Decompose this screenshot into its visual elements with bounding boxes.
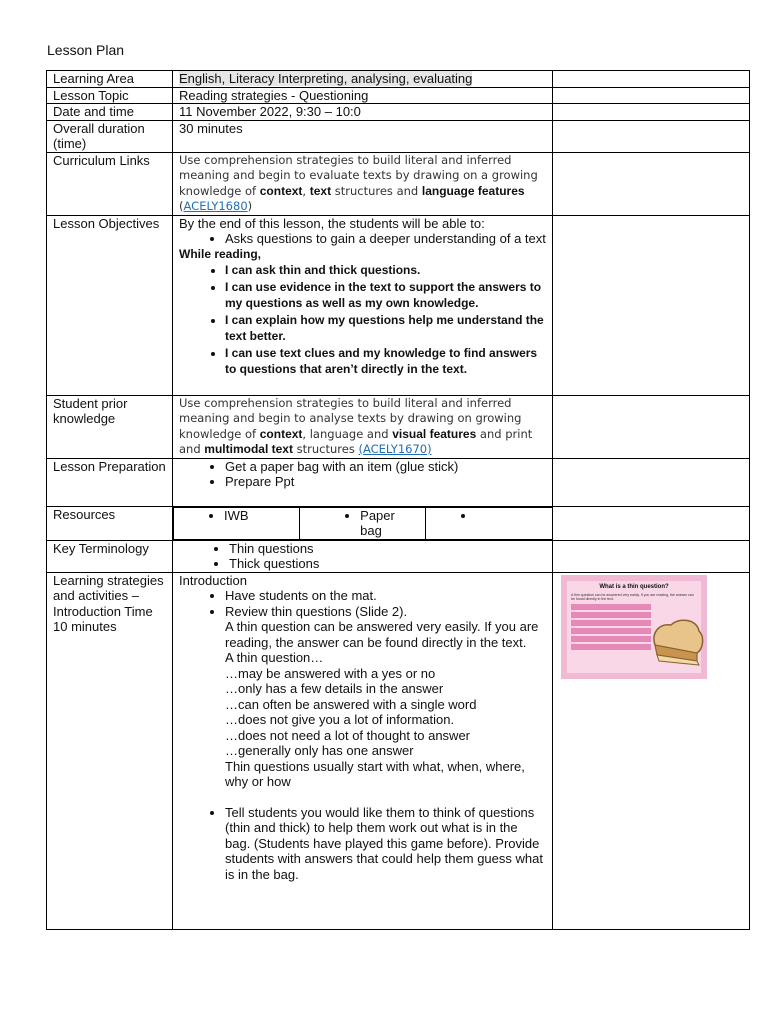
table-row	[47, 572, 750, 929]
list-item	[476, 508, 546, 524]
thin-question-trait: …can often be answered with a single word	[225, 696, 477, 712]
notes-cell	[553, 540, 750, 572]
table-row	[47, 540, 750, 572]
sandwich-icon	[649, 615, 705, 669]
notes-cell	[553, 104, 750, 121]
notes-cell	[553, 87, 750, 104]
label-resources: Resources	[47, 506, 173, 540]
value-learning-area	[173, 71, 553, 88]
slide-review-text: Review thin questions (Slide 2).	[225, 603, 408, 619]
list-item: • Thick questions	[229, 556, 546, 572]
prior-text: , language and	[302, 426, 393, 441]
curriculum-text: )	[247, 199, 253, 213]
table-row	[47, 71, 750, 88]
notes-cell	[553, 215, 750, 395]
label-activities: Learning strategies and activities – Introduction Time 10 minutes	[47, 572, 173, 929]
acely1680-link[interactable]: ACELY1680	[183, 199, 248, 213]
notes-cell	[553, 458, 750, 506]
slide-body-text: A thin question can be answered very easily. If you are reading, the answer can be found directly in the text.	[571, 592, 694, 601]
list-item: • Asks questions to gain a deeper understanding of a text	[225, 231, 546, 247]
list-item: • Have students on the mat.	[225, 588, 546, 604]
curriculum-bold: context	[259, 183, 303, 198]
resources-grid	[173, 507, 552, 540]
curriculum-bold: text	[309, 183, 332, 198]
table-row	[47, 87, 750, 104]
list-item: • I can explain how my questions help me understand the text better.	[225, 312, 546, 345]
label-duration: Overall duration (time)	[47, 120, 173, 152]
resource-cell	[174, 507, 300, 539]
thin-question-trait: …does not give you a lot of information.	[225, 712, 455, 727]
table-row	[47, 506, 750, 540]
label-curriculum: Curriculum Links	[47, 152, 173, 215]
prior-bold: visual features	[392, 426, 477, 441]
list-item: • Get a paper bag with an item (glue stick)	[225, 459, 546, 475]
slide-title: What is a thin question?	[599, 583, 669, 590]
list-item: • Tell students you would like them to think of questions (thin and thick) to help them work out what is in the bag. (Students have played this game before). Provide students with answers that could help them guess what is in the bag.	[225, 805, 546, 883]
notes-cell	[553, 152, 750, 215]
prior-bold: multimodal text	[204, 442, 293, 456]
label-preparation: Lesson Preparation	[47, 458, 173, 506]
list-item: • Prepare Ppt	[225, 474, 546, 490]
prior-text: Use comprehension strategies to build literal and inferred meaning and begin to analyse texts by drawing on growing knowledge of	[179, 395, 522, 441]
value-terminology	[173, 540, 553, 572]
resource-cell	[300, 507, 426, 539]
table-row	[47, 395, 750, 458]
label-date: Date and time	[47, 104, 173, 121]
objectives-intro: By the end of this lesson, the students will be able to:	[179, 215, 485, 231]
notes-cell	[553, 71, 750, 88]
label-topic: Lesson Topic	[47, 87, 173, 104]
value-preparation	[173, 458, 553, 506]
table-row	[47, 120, 750, 152]
slide-bar	[571, 620, 651, 626]
thin-question-lead: A thin question…	[225, 650, 324, 665]
thin-question-definition: A thin question can be answered very easily. If you are reading, the answer can be found directly in the text.	[225, 619, 539, 650]
thin-question-trait: …may be answered with a yes or no	[225, 665, 436, 681]
lesson-plan-table	[46, 70, 750, 930]
objectives-list	[179, 262, 546, 378]
notes-cell	[553, 572, 750, 929]
table-row	[47, 104, 750, 121]
slide-thumbnail	[561, 575, 707, 679]
label-prior-knowledge: Student prior knowledge	[47, 395, 173, 458]
list-item: • Thin questions	[229, 541, 546, 557]
table-row	[47, 458, 750, 506]
value-activities	[173, 572, 553, 929]
curriculum-text: ,	[302, 183, 310, 198]
curriculum-text: structures and	[331, 183, 422, 198]
terminology-list	[179, 541, 546, 572]
activities-list	[179, 588, 546, 882]
thin-question-trait: …generally only has one answer	[225, 743, 414, 758]
learning-area-text: English, Literacy Interpreting, analysing, evaluating	[179, 71, 473, 86]
curriculum-text: (	[179, 199, 184, 213]
slide-bar	[571, 604, 651, 610]
prior-text: structures	[292, 442, 359, 456]
list-item: • IWB	[224, 508, 293, 524]
list-item: • I can use text clues and my knowledge to find answers to questions that aren’t directly in the text.	[225, 345, 546, 378]
document-title: Lesson Plan	[47, 42, 125, 58]
label-objectives: Lesson Objectives	[47, 215, 173, 395]
notes-cell	[553, 395, 750, 458]
slide-bar	[571, 636, 651, 642]
while-reading-heading: While reading,	[179, 246, 262, 261]
value-date: 11 November 2022, 9:30 – 10:0	[173, 104, 553, 121]
list-item: • I can ask thin and thick questions.	[225, 262, 546, 279]
prior-text: and print and	[179, 426, 533, 456]
table-row	[47, 215, 750, 395]
acely1670-link[interactable]: (ACELY1670)	[358, 442, 432, 456]
value-objectives	[173, 215, 553, 395]
curriculum-bold: language features	[421, 183, 525, 198]
value-duration: 30 minutes	[173, 120, 553, 152]
preparation-list	[179, 459, 546, 490]
label-terminology: Key Terminology	[47, 540, 173, 572]
curriculum-text: Use comprehension strategies to build literal and inferred meaning and begin to evaluate texts by drawing on a growing knowledge of	[179, 152, 538, 198]
list-item: • I can use evidence in the text to support the answers to my questions as well as my own knowledge.	[225, 279, 546, 312]
value-topic: Reading strategies - Questioning	[173, 87, 553, 104]
value-prior-knowledge	[173, 395, 553, 458]
prior-bold: context	[259, 426, 303, 441]
notes-cell	[553, 506, 750, 540]
activities-heading: Introduction	[179, 572, 247, 588]
objectives-main-list	[179, 231, 546, 247]
slide-bar	[571, 644, 651, 650]
list-item	[225, 604, 546, 805]
value-resources	[173, 506, 553, 540]
thin-question-trait: …does not need a lot of thought to answer	[225, 727, 471, 743]
table-row	[47, 152, 750, 215]
thin-question-starters: Thin questions usually start with what, when, where, why or how	[225, 758, 525, 789]
list-item: • Paper bag	[360, 508, 419, 539]
notes-cell	[553, 120, 750, 152]
slide-bar	[571, 612, 651, 618]
thin-question-trait: …only has a few details in the answer	[225, 681, 444, 696]
resource-cell	[426, 507, 552, 539]
slide-bar	[571, 628, 651, 634]
label-learning-area: Learning Area	[47, 71, 173, 88]
value-curriculum	[173, 152, 553, 215]
